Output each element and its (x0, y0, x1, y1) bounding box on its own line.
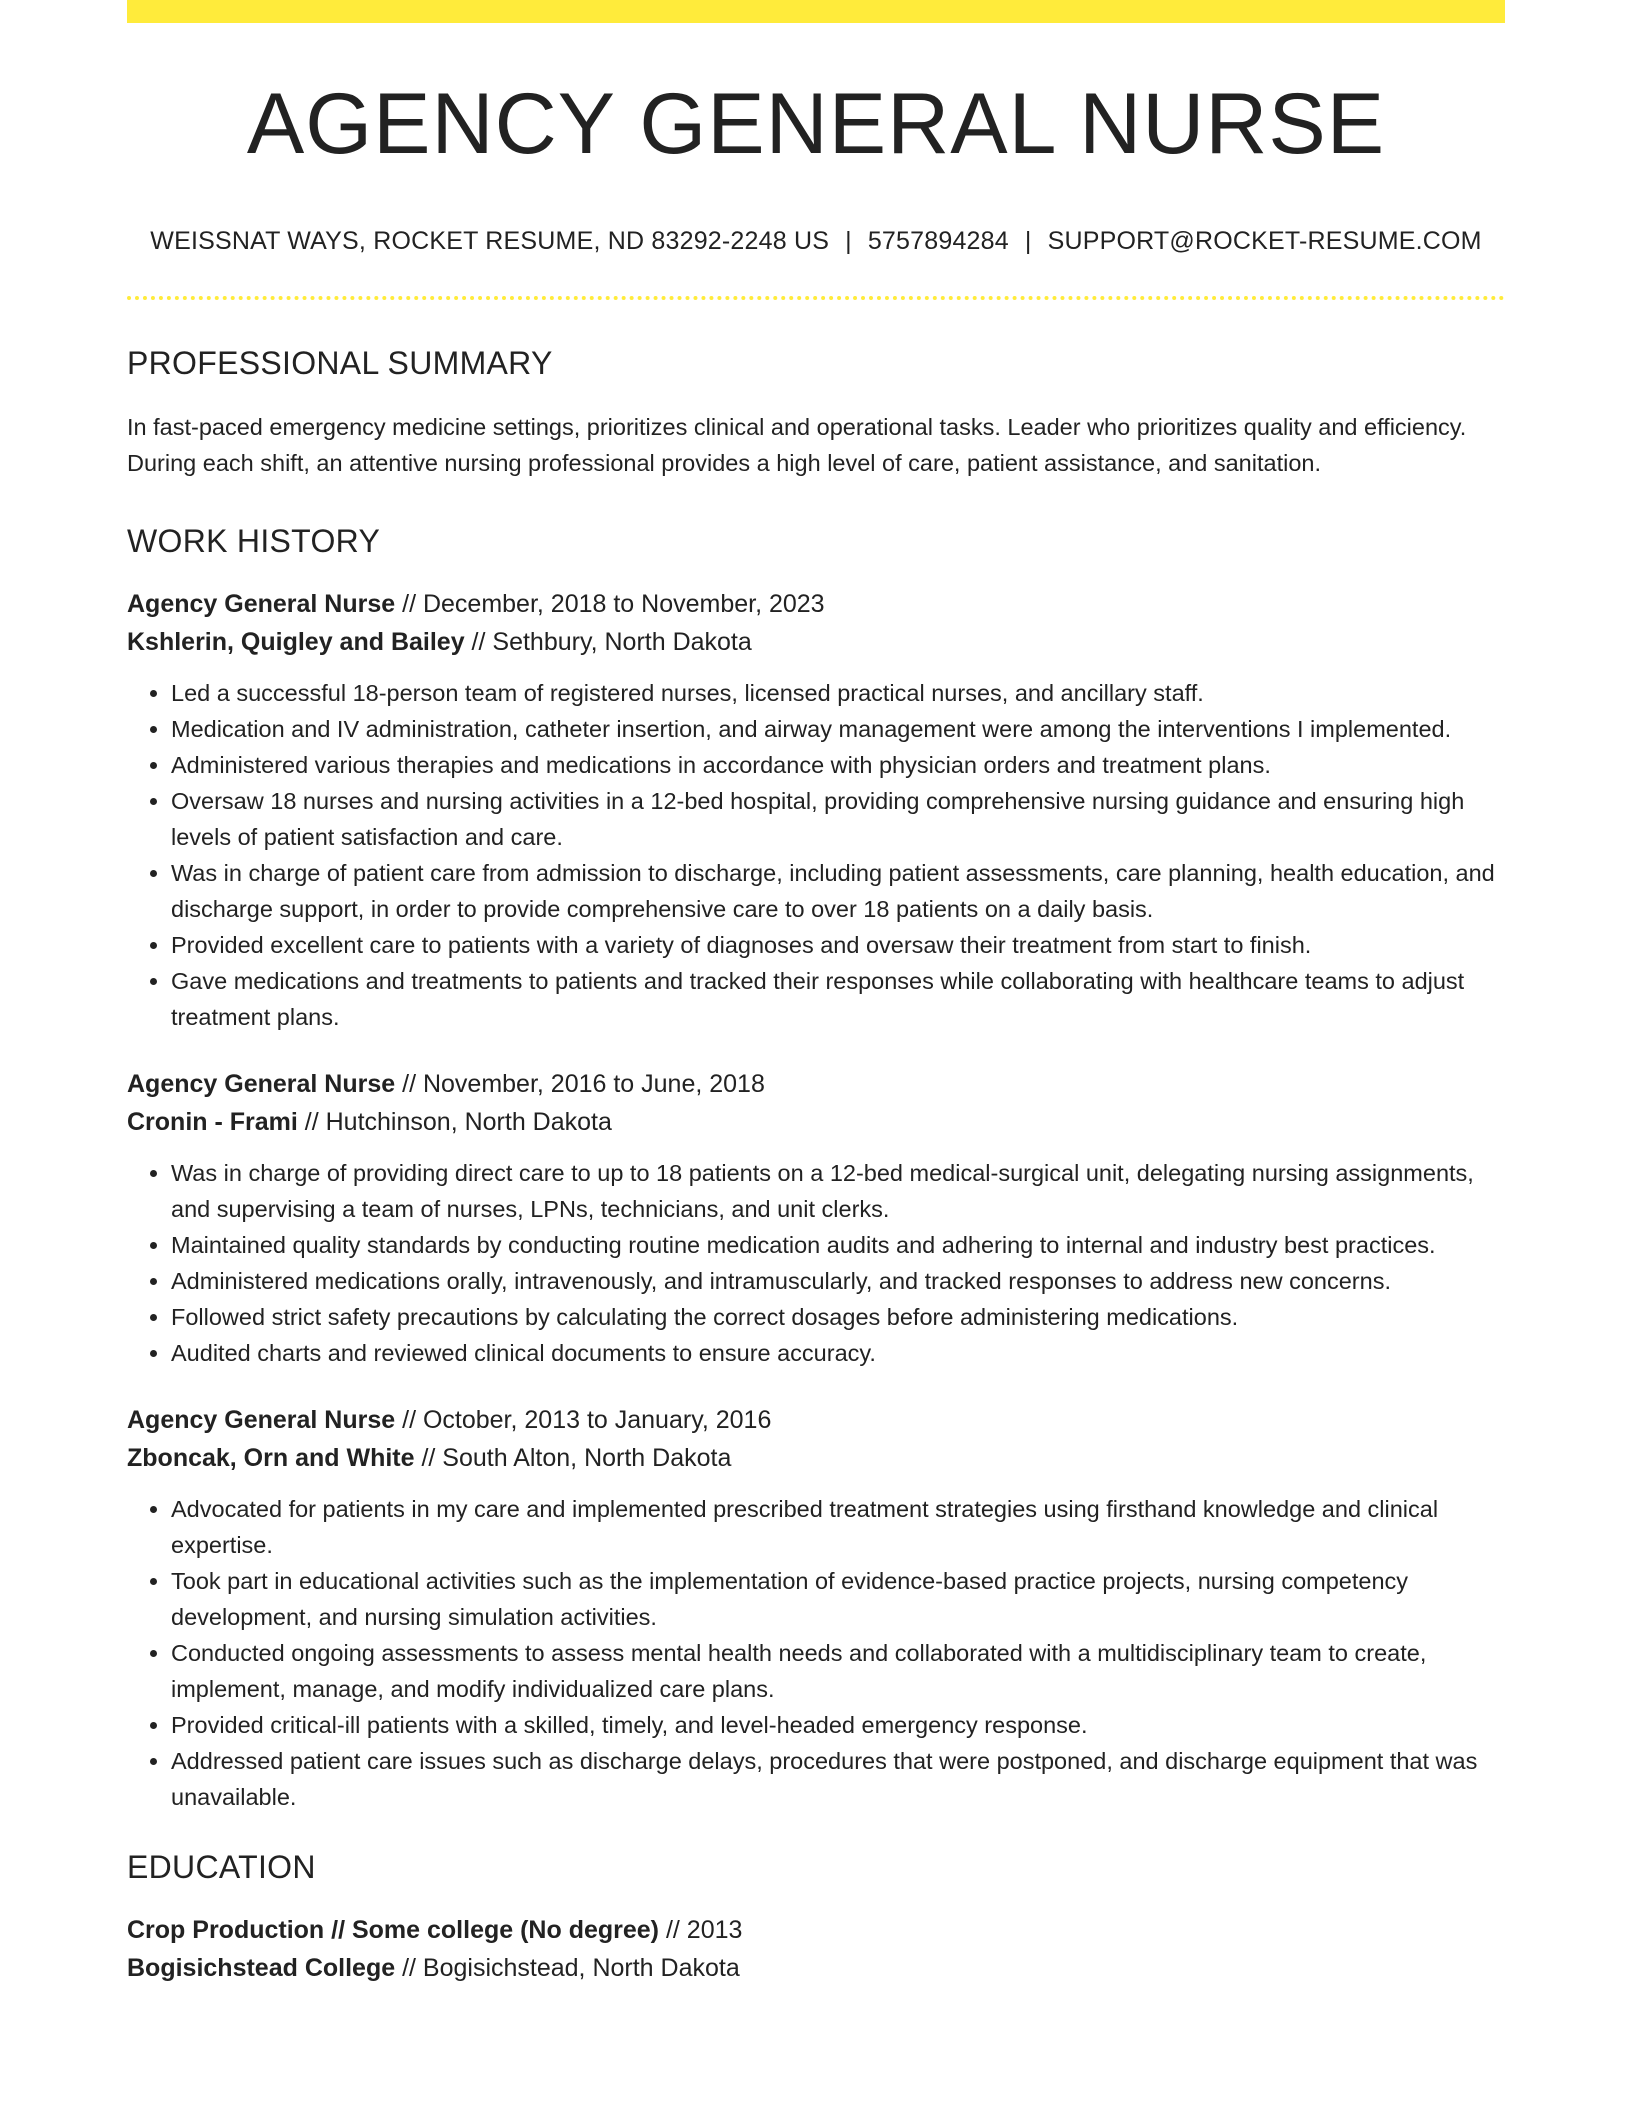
contact-line (127, 227, 1505, 256)
job-bullet: • Provided critical-ill patients with a skilled, timely, and level-headed emergency response. (171, 1707, 1505, 1743)
job-dates: // December, 2018 to November, 2023 (395, 590, 825, 618)
dotted-divider (127, 296, 1505, 300)
job-company-line (127, 1439, 1505, 1477)
education-school: Bogisichstead College (127, 1954, 396, 1982)
job-company-line (127, 623, 1505, 661)
job-bullet: • Oversaw 18 nurses and nursing activities in a 12-bed hospital, providing comprehensive nursing guidance and ensuring high levels of patient satisfaction and care. (171, 783, 1505, 855)
job-company: Zboncak, Orn and White (127, 1444, 415, 1472)
summary-text: In fast-paced emergency medicine settings, prioritizes clinical and operational tasks. Leader who prioritizes quality and efficiency. During each shift, an attentive nursing professional provides a high level of care, patient assistance, and sanitation. (127, 414, 1467, 476)
contact-address: WEISSNAT WAYS, ROCKET RESUME, ND 83292-2248 US (150, 227, 830, 255)
job-location: // South Alton, North Dakota (414, 1444, 732, 1472)
job-bullet: • Followed strict safety precautions by calculating the correct dosages before administering medications. (171, 1299, 1505, 1335)
job-role: Agency General Nurse (127, 1070, 396, 1098)
contact-separator: | (1024, 227, 1032, 255)
resume-name: AGENCY GENERAL NURSE (246, 76, 1386, 172)
job-entry (127, 585, 1505, 661)
job-bullet: • Was in charge of patient care from admission to discharge, including patient assessments, care planning, health education, and discharge support, in order to provide comprehensive care to over 18 patients on a daily basis. (171, 855, 1505, 927)
job-role: Agency General Nurse (127, 590, 396, 618)
job-bullets (127, 675, 1505, 1035)
job-dates: // October, 2013 to January, 2016 (395, 1406, 772, 1434)
job-bullets (127, 1155, 1505, 1371)
job-company: Cronin - Frami (127, 1108, 298, 1136)
job-bullet: • Provided excellent care to patients with a variety of diagnoses and oversaw their treatment from start to finish. (171, 927, 1505, 963)
education-location: // Bogisichstead, North Dakota (395, 1954, 740, 1982)
job-bullet: • Audited charts and reviewed clinical documents to ensure accuracy. (171, 1335, 1505, 1371)
job-entry (127, 1065, 1505, 1141)
job-role: Agency General Nurse (127, 1406, 396, 1434)
job-entry (127, 1401, 1505, 1477)
contact-separator: | (845, 227, 852, 255)
contact-email: SUPPORT@ROCKET-RESUME.COM (1047, 227, 1482, 255)
job-bullet: • Addressed patient care issues such as discharge delays, procedures that were postponed, and discharge equipment that was unavailable. (171, 1743, 1505, 1815)
education-degree-line (127, 1911, 1505, 1949)
education-heading: EDUCATION (127, 1849, 316, 1885)
job-bullet: • Led a successful 18-person team of registered nurses, licensed practical nurses, and ancillary staff. (171, 675, 1505, 711)
job-bullet: • Conducted ongoing assessments to assess mental health needs and collaborated with a multidisciplinary team to create, implement, manage, and modify individualized care plans. (171, 1635, 1505, 1707)
job-location: // Hutchinson, North Dakota (297, 1108, 612, 1136)
summary-heading: PROFESSIONAL SUMMARY (127, 345, 553, 381)
education-school-line (127, 1949, 1505, 1987)
job-bullet: • Administered medications orally, intravenously, and intramuscularly, and tracked responses to address new concerns. (171, 1263, 1505, 1299)
work-history-heading: WORK HISTORY (127, 523, 381, 559)
job-title-line (127, 585, 1505, 623)
job-title-line (127, 1065, 1505, 1103)
job-title-line (127, 1401, 1505, 1439)
job-bullet: • Gave medications and treatments to patients and tracked their responses while collaborating with healthcare teams to adjust treatment plans. (171, 963, 1505, 1035)
education-degree: Crop Production // Some college (No degree) (127, 1916, 660, 1944)
job-location: // Sethbury, North Dakota (464, 628, 752, 656)
education-year: // 2013 (659, 1916, 743, 1944)
job-company: Kshlerin, Quigley and Bailey (127, 628, 465, 656)
job-bullet: • Maintained quality standards by conducting routine medication audits and adhering to internal and industry best practices. (171, 1227, 1505, 1263)
education-entry (127, 1911, 1505, 1987)
job-bullet: • Took part in educational activities such as the implementation of evidence-based practice projects, nursing competency development, and nursing simulation activities. (171, 1563, 1505, 1635)
job-bullet: • Advocated for patients in my care and implemented prescribed treatment strategies using firsthand knowledge and clinical expertise. (171, 1491, 1505, 1563)
job-dates: // November, 2016 to June, 2018 (395, 1070, 765, 1098)
job-bullet: • Medication and IV administration, catheter insertion, and airway management were among the interventions I implemented. (171, 711, 1505, 747)
job-company-line (127, 1103, 1505, 1141)
contact-phone: 5757894284 (867, 227, 1009, 255)
job-bullet: • Administered various therapies and medications in accordance with physician orders and treatment plans. (171, 747, 1505, 783)
job-bullets (127, 1491, 1505, 1815)
top-accent-bar (127, 0, 1505, 23)
job-bullet: • Was in charge of providing direct care to up to 18 patients on a 12-bed medical-surgical unit, delegating nursing assignments, and supervising a team of nurses, LPNs, technicians, and unit clerks. (171, 1155, 1505, 1227)
